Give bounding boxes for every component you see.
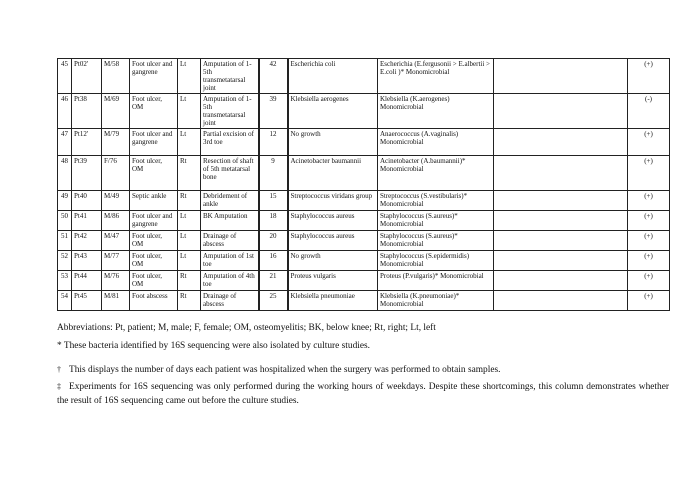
diagnosis-cell: Foot ulcer, OM (130, 271, 178, 291)
diagnosis-cell: Foot ulcer, OM (130, 251, 178, 271)
sex-age-cell: M/79 (102, 129, 130, 156)
blank-cell-cell (494, 129, 628, 156)
patient-id-cell: Pt12' (72, 129, 102, 156)
diagnosis-cell: Foot ulcer, OM (130, 231, 178, 251)
sequencing-before-culture-cell: (+) (628, 231, 670, 251)
side-cell: Lt (178, 129, 201, 156)
row-number-cell: 50 (58, 211, 72, 231)
patient-id-cell: Pt45 (72, 291, 102, 311)
patient-id-cell: Pt40 (72, 191, 102, 211)
blank-cell-cell (494, 271, 628, 291)
sequencing-before-culture-cell: (+) (628, 291, 670, 311)
blank-cell-cell (494, 156, 628, 191)
sequencing-result-cell: Staphylococcus aureus (288, 211, 378, 231)
surgery-cell: BK Amputation (201, 211, 259, 231)
side-cell: Lt (178, 94, 201, 129)
sequencing-result-cell: Streptococcus viridans group (288, 191, 378, 211)
sequencing-before-culture-cell: (+) (628, 129, 670, 156)
patient-id-cell: Pt02' (72, 59, 102, 94)
row-number-cell: 45 (58, 59, 72, 94)
patient-id-cell: Pt39 (72, 156, 102, 191)
table-row (58, 94, 670, 129)
blank-cell-cell (494, 251, 628, 271)
sex-age-cell: M/69 (102, 94, 130, 129)
side-cell: Rt (178, 271, 201, 291)
sequencing-result-cell: Proteus vulgaris (288, 271, 378, 291)
sequencing-result-cell: Klebsiella pneumoniae (288, 291, 378, 311)
surgery-cell: Drainage of abscess (201, 291, 259, 311)
culture-result-cell: Staphylococcus (S.epidermidis) Monomicrobial (378, 251, 494, 271)
table-row (58, 59, 670, 94)
culture-result-cell: Anaerococcus (A.vaginalis) Monomicrobial (378, 129, 494, 156)
dagger-footnote (57, 363, 669, 377)
sequencing-result-cell: Escherichia coli (288, 59, 378, 94)
blank-cell-cell (494, 94, 628, 129)
side-cell: Rt (178, 191, 201, 211)
sequencing-before-culture-cell: (+) (628, 156, 670, 191)
row-number-cell: 47 (58, 129, 72, 156)
culture-result-cell: Staphylococcus (S.aureus)* Monomicrobial (378, 231, 494, 251)
sex-age-cell: M/49 (102, 191, 130, 211)
side-cell: Lt (178, 211, 201, 231)
blank-cell-cell (494, 291, 628, 311)
hospital-days-cell: 21 (259, 271, 288, 291)
sex-age-cell: M/81 (102, 291, 130, 311)
diagnosis-cell: Foot ulcer, OM (130, 94, 178, 129)
row-number-cell: 53 (58, 271, 72, 291)
sequencing-before-culture-cell: (+) (628, 251, 670, 271)
sequencing-result-cell: Acinetobacter baumannii (288, 156, 378, 191)
sequencing-result-cell: No growth (288, 129, 378, 156)
row-number-cell: 46 (58, 94, 72, 129)
surgery-cell: Amputation of 1-5th transmetatarsal joint (201, 94, 259, 129)
hospital-days-cell: 39 (259, 94, 288, 129)
sequencing-result-cell: Staphylococcus aureus (288, 231, 378, 251)
hospital-days-cell: 15 (259, 191, 288, 211)
bacteria-table (57, 58, 670, 311)
surgery-cell: Debridement of ankle (201, 191, 259, 211)
dagger-symbol: † (57, 365, 61, 374)
diagnosis-cell: Foot ulcer and gangrene (130, 59, 178, 94)
row-number-cell: 49 (58, 191, 72, 211)
sex-age-cell: M/77 (102, 251, 130, 271)
surgery-cell: Drainage of abscess (201, 231, 259, 251)
abbreviations-note: Abbreviations: Pt, patient; M, male; F, female; OM, osteomyelitis; BK, below knee; Rt, right; Lt, left (57, 323, 436, 333)
culture-result-cell: Proteus (P.vulgaris)* Monomicrobial (378, 271, 494, 291)
hospital-days-cell: 18 (259, 211, 288, 231)
sequencing-before-culture-cell: (+) (628, 211, 670, 231)
diagnosis-cell: Foot ulcer and gangrene (130, 211, 178, 231)
row-number-cell: 52 (58, 251, 72, 271)
sex-age-cell: M/47 (102, 231, 130, 251)
sex-age-cell: M/86 (102, 211, 130, 231)
blank-cell-cell (494, 211, 628, 231)
star-footnote: * These bacteria identified by 16S sequencing were also isolated by culture studies. (57, 341, 371, 351)
double-dagger-footnote (57, 380, 669, 408)
double-dagger-footnote-text: Experiments for 16S sequencing was only performed during the working hours of weekdays. Despite these shortcomings, this column demonstrates whether the result of 16S sequencing came out before the culture studies. (57, 382, 669, 406)
side-cell: Lt (178, 251, 201, 271)
patient-id-cell: Pt42 (72, 231, 102, 251)
side-cell: Rt (178, 291, 201, 311)
side-cell: Rt (178, 156, 201, 191)
surgery-cell: Partial excision of 3rd toe (201, 129, 259, 156)
patient-id-cell: Pt44 (72, 271, 102, 291)
culture-result-cell: Acinetobacter (A.baumannii)* Monomicrobial (378, 156, 494, 191)
sequencing-before-culture-cell: (-) (628, 94, 670, 129)
culture-result-cell: Klebsiella (K.aerogenes) Monomicrobial (378, 94, 494, 129)
patient-id-cell: Pt38 (72, 94, 102, 129)
sex-age-cell: M/76 (102, 271, 130, 291)
culture-result-cell: Escherichia (E.fergusonii > E.albertii > E.coli )* Monomicrobial (378, 59, 494, 94)
surgery-cell: Amputation of 4th toe (201, 271, 259, 291)
hospital-days-cell: 12 (259, 129, 288, 156)
table-row (58, 271, 670, 291)
patient-id-cell: Pt43 (72, 251, 102, 271)
row-number-cell: 54 (58, 291, 72, 311)
table-row (58, 291, 670, 311)
culture-result-cell: Staphylococcus (S.aureus)* Monomicrobial (378, 211, 494, 231)
blank-cell-cell (494, 231, 628, 251)
sequencing-before-culture-cell: (+) (628, 271, 670, 291)
side-cell: Lt (178, 231, 201, 251)
sex-age-cell: M/58 (102, 59, 130, 94)
sex-age-cell: F/76 (102, 156, 130, 191)
hospital-days-cell: 9 (259, 156, 288, 191)
table-row (58, 129, 670, 156)
table-row (58, 231, 670, 251)
row-number-cell: 48 (58, 156, 72, 191)
sequencing-result-cell: Klebsiella aerogenes (288, 94, 378, 129)
diagnosis-cell: Foot ulcer, OM (130, 156, 178, 191)
diagnosis-cell: Septic ankle (130, 191, 178, 211)
surgery-cell: Amputation of 1st toe (201, 251, 259, 271)
double-dagger-symbol: ‡ (57, 382, 61, 391)
table-row (58, 191, 670, 211)
surgery-cell: Amputation of 1-5th transmetatarsal joint (201, 59, 259, 94)
culture-result-cell: Streptococcus (S.vestibularis)* Monomicrobial (378, 191, 494, 211)
surgery-cell: Resection of shaft of 5th metatarsal bone (201, 156, 259, 191)
table-row (58, 156, 670, 191)
hospital-days-cell: 25 (259, 291, 288, 311)
hospital-days-cell: 20 (259, 231, 288, 251)
diagnosis-cell: Foot abscess (130, 291, 178, 311)
dagger-footnote-text: This displays the number of days each patient was hospitalized when the surgery was performed to obtain samples. (69, 365, 501, 375)
blank-cell-cell (494, 191, 628, 211)
side-cell: Lt (178, 59, 201, 94)
blank-cell-cell (494, 59, 628, 94)
sequencing-before-culture-cell: (+) (628, 191, 670, 211)
sequencing-result-cell: No growth (288, 251, 378, 271)
table-row (58, 211, 670, 231)
hospital-days-cell: 16 (259, 251, 288, 271)
patient-id-cell: Pt41 (72, 211, 102, 231)
table-row (58, 251, 670, 271)
hospital-days-cell: 42 (259, 59, 288, 94)
sequencing-before-culture-cell: (+) (628, 59, 670, 94)
culture-result-cell: Klebsiella (K.pneumoniae)* Monomicrobial (378, 291, 494, 311)
diagnosis-cell: Foot ulcer and gangrene (130, 129, 178, 156)
row-number-cell: 51 (58, 231, 72, 251)
